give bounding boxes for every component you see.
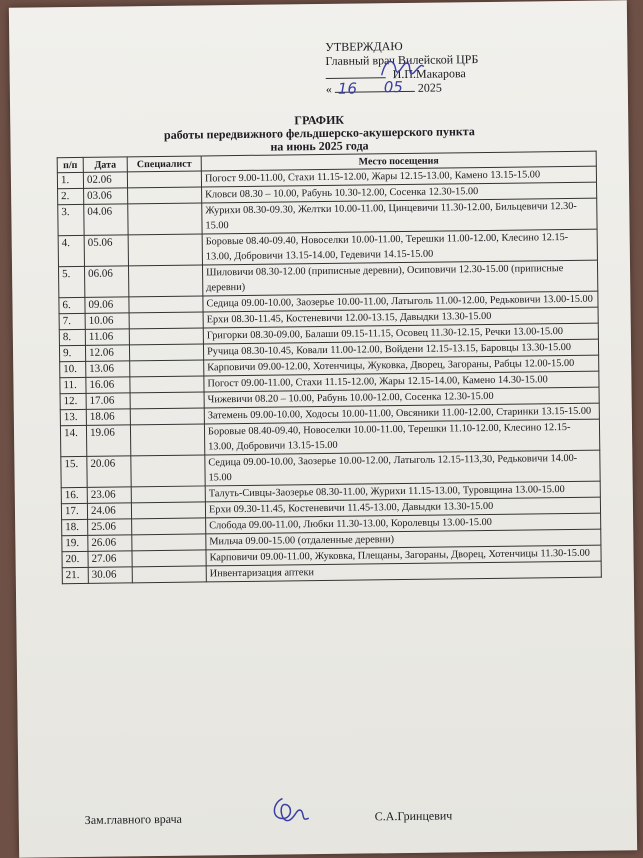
row-specialist	[129, 344, 203, 361]
row-number: 1.	[57, 172, 83, 188]
row-place: Талуть-Сивцы-Заозерье 08.30-11.00, Журихи 11.15-13.00, Туровщина 13.00-15.00	[205, 481, 600, 502]
approval-name: И.П.Макарова	[392, 66, 466, 82]
row-specialist	[127, 171, 201, 188]
row-place: Погост 09.00-11.00, Стахи 11.15-12.00, Жары 12.15-14.00, Камено 14.30-15.00	[204, 371, 599, 392]
row-place: Кловси 08.30 – 10.00, Рабунь 10.30-12.00, Сосенка 12.30-15.00	[202, 182, 597, 203]
footer-signature	[262, 794, 312, 827]
row-number: 17.	[61, 503, 87, 519]
row-number: 21.	[62, 567, 88, 583]
row-date: 16.06	[86, 377, 130, 394]
row-number: 15.	[61, 456, 87, 487]
row-place: Шиловичи 08.30-12.00 (приписные деревни), Осиповичи 12.30-15.00 (приписные деревни)	[202, 260, 597, 296]
header-place: Место посещения	[201, 151, 596, 171]
row-date: 05.06	[84, 235, 128, 267]
row-place: Боровые 08.40-09.40, Новоселки 10.00-11.00, Терешки 11.00-12.00, Клесино 12.15-13.00, Добровичи 13.15-14.00, Гедевичи 14.15-15.00	[202, 229, 597, 265]
row-number: 8.	[59, 329, 85, 345]
row-number: 9.	[59, 345, 85, 361]
row-place: Инвентаризация аптеки	[206, 561, 601, 582]
row-specialist	[128, 187, 202, 204]
row-place: Ерхи 08.30-11.45, Костеневичи 12.00-13.15, Давыдки 13.30-15.00	[203, 307, 598, 328]
row-specialist	[128, 203, 202, 235]
row-number: 12.	[60, 393, 86, 409]
row-date: 09.06	[85, 297, 129, 314]
row-place: Ручица 08.30-10.45, Ковали 11.00-12.00, Войдени 12.15-13.15, Баровцы 13.30-15.00	[203, 339, 598, 360]
date-open-quote: «	[325, 81, 332, 96]
header-num: п/п	[57, 157, 83, 172]
row-place: Ерхи 09.30-11.45, Костеневичи 11.45-13.00, Давыдки 13.30-15.00	[205, 497, 600, 518]
row-date: 26.06	[88, 535, 132, 552]
header-specialist: Специалист	[127, 156, 201, 172]
title-subtitle: работы передвижного фельдшерско-акушерского пункта	[163, 124, 475, 142]
row-specialist	[128, 265, 202, 297]
row-specialist	[131, 486, 205, 503]
row-number: 16.	[61, 487, 87, 503]
row-place: Слобода 09.00-11.00, Любки 11.30-13.00, Королевцы 13.00-15.00	[206, 513, 601, 534]
row-specialist	[132, 566, 206, 583]
row-specialist	[129, 296, 203, 313]
approval-year: 2025	[417, 80, 442, 95]
row-number: 11.	[60, 377, 86, 393]
row-specialist	[130, 376, 204, 393]
row-specialist	[131, 455, 205, 487]
row-date: 24.06	[87, 503, 131, 520]
row-place: Мильча 09.00-15.00 (отдаленные деревни)	[206, 529, 601, 550]
row-date: 23.06	[87, 487, 131, 504]
row-date: 02.06	[83, 172, 127, 189]
approval-heading: УТВЕРЖДАЮ	[325, 38, 403, 54]
row-number: 2.	[58, 188, 84, 204]
row-number: 3.	[58, 204, 84, 235]
document-page	[9, 0, 637, 857]
row-number: 4.	[58, 235, 84, 266]
row-place: Седица 09.00-10.00, Заозерье 10.00-11.00, Латыголь 11.00-12.00, Редьковичи 13.00-15.00	[203, 291, 598, 312]
row-date: 18.06	[86, 409, 130, 426]
row-date: 03.06	[84, 188, 128, 205]
row-date: 12.06	[85, 345, 129, 362]
row-place: Погост 9.00-11.00, Стахи 11.15-12.00, Жары 12.15-13.00, Камено 13.15-15.00	[201, 166, 596, 187]
row-place: Карповичи 09.00-11.00, Жуковка, Плещаны, Загораны, Дворец, Хотенчицы 11.30-15.00	[206, 545, 601, 566]
row-place: Журихи 08.30-09.30, Желтки 10.00-11.00, Цинцевичи 11.30-12.00, Бильцевичи 12.30-15.00	[202, 198, 597, 234]
row-number: 7.	[59, 313, 85, 329]
row-specialist	[130, 360, 204, 377]
row-specialist	[130, 408, 204, 425]
approval-position: Главный врач Вилейской ЦРБ	[325, 52, 479, 68]
row-specialist	[130, 392, 204, 409]
row-date: 10.06	[85, 313, 129, 330]
row-specialist	[132, 534, 206, 551]
row-date: 17.06	[86, 393, 130, 410]
row-number: 19.	[62, 535, 88, 551]
row-number: 20.	[62, 551, 88, 567]
row-specialist	[132, 550, 206, 567]
row-specialist	[132, 518, 206, 535]
row-number: 5.	[58, 266, 84, 297]
row-place: Григорки 08.30-09.00, Балаши 09.15-11.15, Осовец 11.30-12.15, Речки 13.00-15.00	[203, 323, 598, 344]
row-date: 19.06	[86, 425, 130, 457]
row-specialist	[130, 424, 204, 456]
row-specialist	[129, 312, 203, 329]
row-place: Седица 09.00-10.00, Заозерье 10.00-12.00, Латыголь 12.15-113,30, Редьковичи 14.00-15.00	[205, 450, 600, 486]
row-place: Чижевичи 08.20 – 10.00, Рабунь 10.00-12.00, Сосенка 12.30-15.00	[204, 387, 599, 408]
row-date: 25.06	[88, 519, 132, 536]
row-place: Карповичи 09.00-12.00, Хотенчицы, Жуковка, Дворец, Загораны, Рабцы 12.00-15.00	[204, 355, 599, 376]
row-number: 18.	[62, 519, 88, 535]
document-title	[10, 110, 628, 157]
row-specialist	[131, 502, 205, 519]
row-date: 04.06	[84, 204, 128, 236]
handwritten-day: 16	[337, 79, 358, 98]
row-number: 14.	[60, 425, 86, 456]
row-number: 10.	[60, 361, 86, 377]
row-date: 20.06	[87, 456, 131, 488]
row-date: 27.06	[88, 551, 132, 568]
row-place: Затемень 09.00-10.00, Ходосы 10.00-11.00, Овсяники 11.00-12.00, Старинки 13.15-15.00	[204, 403, 599, 424]
row-specialist	[129, 328, 203, 345]
title-period: на июнь 2025 года	[270, 138, 369, 154]
schedule-table	[57, 151, 602, 585]
row-place: Боровые 08.40-09.40, Новоселки 10.00-11.00, Терешки 11.10-12.00, Клесино 12.15-13.00, Добровичи 13.15-15.00	[204, 419, 599, 455]
title-main: ГРАФИК	[294, 112, 345, 128]
row-number: 6.	[59, 297, 85, 313]
row-date: 06.06	[84, 266, 128, 298]
footer-position: Зам.главного врача	[84, 811, 182, 827]
header-date: Дата	[83, 157, 127, 173]
row-date: 30.06	[88, 567, 132, 584]
row-date: 13.06	[86, 361, 130, 378]
row-date: 11.06	[85, 329, 129, 346]
row-number: 13.	[60, 409, 86, 425]
handwritten-month: 05	[383, 77, 404, 97]
footer-name: С.А.Гринцевич	[374, 808, 453, 824]
row-specialist	[128, 234, 202, 266]
